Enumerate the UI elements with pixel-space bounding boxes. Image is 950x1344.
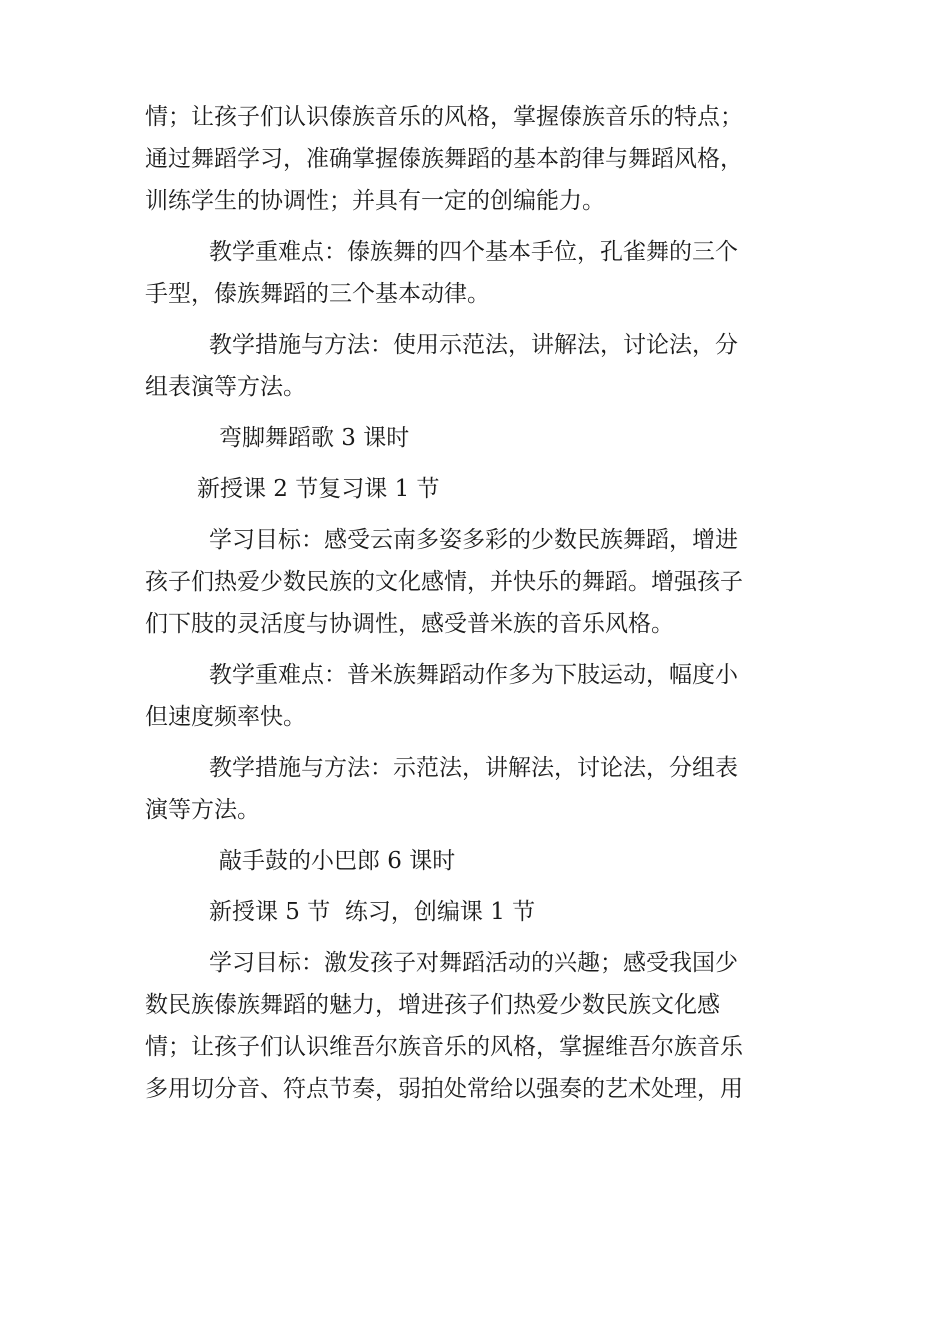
text-line: 组表演等方法。 <box>145 374 306 400</box>
paragraph-learning-objectives <box>145 519 810 645</box>
text-line: 教学重难点：傣族舞的四个基本手位，孔雀舞的三个 <box>209 239 738 265</box>
paragraph-teaching-difficulties <box>145 231 810 315</box>
lesson-title: 弯脚舞蹈歌 3 课时 <box>219 425 410 451</box>
text-line: 多用切分音、符点节奏，弱拍处常给以强奏的艺术处理，用 <box>145 1076 743 1102</box>
text-line: 但速度频率快。 <box>145 704 306 730</box>
lesson-schedule: 新授课 2 节复习课 1 节 <box>197 476 440 502</box>
section-heading <box>145 417 810 459</box>
text-line: 手型，傣族舞蹈的三个基本动律。 <box>145 281 490 307</box>
text-line: 学习目标：感受云南多姿多彩的少数民族舞蹈，增进 <box>209 527 738 553</box>
section-heading <box>145 840 810 882</box>
text-line: 演等方法。 <box>145 797 260 823</box>
text-line: 教学措施与方法：使用示范法，讲解法，讨论法，分 <box>209 332 738 358</box>
text-line: 数民族傣族舞蹈的魅力，增进孩子们热爱少数民族文化感 <box>145 992 720 1018</box>
lesson-title: 敲手鼓的小巴郎 6 课时 <box>219 848 456 874</box>
text-line: 训练学生的协调性；并具有一定的创编能力。 <box>145 188 605 214</box>
section-subheading <box>145 468 810 510</box>
text-line: 学习目标：激发孩子对舞蹈活动的兴趣；感受我国少 <box>209 950 738 976</box>
text-line: 通过舞蹈学习，准确掌握傣族舞蹈的基本韵律与舞蹈风格， <box>145 146 743 172</box>
text-line: 情；让孩子们认识维吾尔族音乐的风格，掌握维吾尔族音乐 <box>145 1034 743 1060</box>
paragraph-teaching-methods <box>145 324 810 408</box>
text-line: 情；让孩子们认识傣族音乐的风格，掌握傣族音乐的特点； <box>145 104 743 130</box>
section-subheading <box>145 891 810 933</box>
text-line: 教学重难点：普米族舞蹈动作多为下肢运动，幅度小 <box>209 662 738 688</box>
lesson-schedule: 新授课 5 节 练习，创编课 1 节 <box>209 899 536 925</box>
paragraph-learning-objectives <box>145 942 810 1110</box>
paragraph-teaching-methods <box>145 747 810 831</box>
document-body <box>145 96 810 1110</box>
text-line: 们下肢的灵活度与协调性，感受普米族的音乐风格。 <box>145 611 674 637</box>
text-line: 教学措施与方法：示范法，讲解法，讨论法，分组表 <box>209 755 738 781</box>
paragraph-teaching-difficulties <box>145 654 810 738</box>
paragraph-continuation <box>145 96 810 222</box>
text-line: 孩子们热爱少数民族的文化感情，并快乐的舞蹈。增强孩子 <box>145 569 743 595</box>
